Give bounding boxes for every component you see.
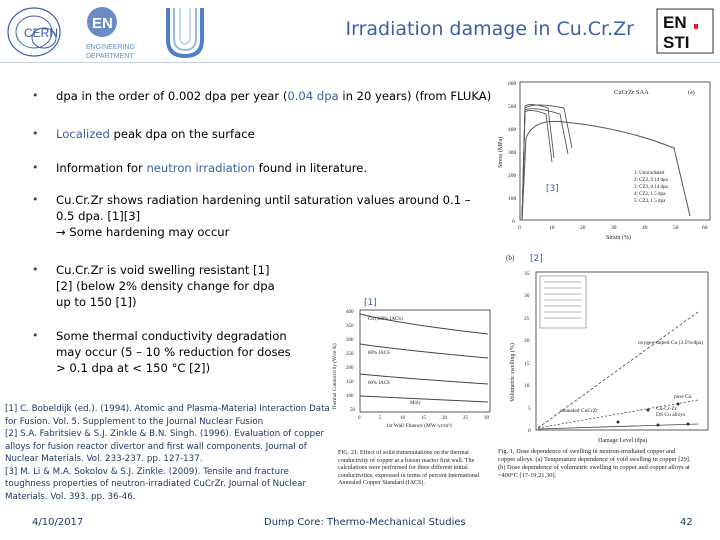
svg-text:300: 300 [508,150,517,156]
svg-text:0: 0 [528,428,531,434]
svg-text:30: 30 [611,225,617,231]
header-divider [0,62,720,63]
svg-text:20: 20 [580,225,586,231]
svg-text:35: 35 [524,271,530,277]
svg-text:10: 10 [524,383,530,389]
reference-item: [1] C. Bobeldijk (ed.). (1994). Atomic and Plasma-Material Interaction Data for Fusion. Vol. 5. Supplement to the Journal Nuclear Fusion [5,404,330,427]
footer-center-text: Dump Core: Thermo-Mechanical Studies [264,517,466,528]
swelling-figure [498,252,716,524]
swelling-panel-label: (b) [506,254,515,262]
stress-xlabel: Strain (%) [606,235,631,241]
svg-text:500: 500 [508,104,517,110]
ensti-line1: EN [663,13,687,32]
svg-text:5: CZ3, 1.5 dpa: 5: CZ3, 1.5 dpa [634,199,666,204]
bullet-item: • Some thermal conductivity degradation may occur (5 – 10 % reduction for doses > 0.1 dpa at < 150 °C [2]) [32,329,291,375]
conductivity-yticks [346,310,356,413]
swelling-annot-cucrzr2: Cu-Cr-Zr [656,406,677,412]
conductivity-label-moly: Moly [410,401,421,406]
swelling-annot-cucrzr: annealed CuCrZr [560,408,599,414]
svg-text:15: 15 [524,361,530,367]
svg-text:100: 100 [346,394,354,399]
ensti-line2: STI [663,33,690,52]
svg-text:25: 25 [463,416,468,421]
reference-item: [3] M. Li & M.A. Sokolov & S.J. Zinkle. (2009). Tensile and fracture toughness properties of neutron-irradiated CuCrZr. Journal of Nuclear Materials. Vol. 393. pp. 36-46. [5,466,307,502]
bullet-item: • Information for neutron irradiation found in literature. [32,161,368,175]
reference-item: [2] S.A. Fabritsiev & S.J. Zinkle & B.N. Singh. (1996). Evaluation of copper alloys for fusion reactor divertor and first wall components. Journal of Nuclear Materials. Vol. 233-237. pp. 127-137. [5,429,325,464]
thermal-conductivity-figure [330,306,496,524]
svg-text:200: 200 [508,173,517,179]
svg-text:350: 350 [346,324,354,329]
svg-text:CERN: CERN [24,26,59,40]
swelling-ylabel: Volumetric swelling (%) [510,343,516,402]
svg-text:30: 30 [524,293,530,299]
svg-text:250: 250 [346,352,354,357]
svg-text:600: 600 [508,81,517,87]
conductivity-xticks [358,416,490,421]
en-logo-sub1: ENGINEERING [86,44,136,51]
svg-text:0: 0 [358,416,361,421]
swelling-yticks [524,271,531,434]
svg-text:2: CZ2, 0.14 dpa: 2: CZ2, 0.14 dpa [634,178,668,183]
svg-text:25: 25 [524,316,530,322]
svg-text:4: CZ2, 1.5 dpa: 4: CZ2, 1.5 dpa [634,192,666,197]
svg-text:400: 400 [508,127,517,133]
bullet-item: • dpa in the order of 0.002 dpa per year (0.04 dpa in 20 years) (from FLUKA) [32,89,492,103]
en-logo-text: EN [92,15,113,32]
stress-legend [634,171,669,204]
stress-panel-label: (a) [688,90,695,96]
stress-yticks [508,81,517,225]
svg-text:100: 100 [508,196,517,202]
svg-text:5: 5 [379,416,382,421]
svg-text:10: 10 [549,225,555,231]
slide-title: Irradiation damage in Cu.Cr.Zr [345,18,634,40]
university-logo [158,4,212,64]
svg-text:5: 5 [528,406,531,412]
swelling-annot-dscu: DS Cu alloys [656,412,686,418]
bullet-dot: • [32,193,39,206]
conductivity-label-60: 60% IACS [368,381,390,386]
en-department-logo [84,4,144,64]
conductivity-label-cu: Cu (100% IACS) [368,317,403,322]
svg-text:0: 0 [512,219,515,225]
swelling-annot-purecu: pure Cu [674,394,692,400]
svg-text:40: 40 [642,225,648,231]
svg-text:1: Unirradiated: 1: Unirradiated [634,171,665,176]
svg-text:50: 50 [350,408,355,413]
svg-text:10: 10 [400,416,405,421]
conductivity-caption: FIG. 21. Effect of solid transmutations on the thermal conductivity of copper at a fusion reactor first wall. The calculations were performed for three different initial conductivities, expressed in terms of percent International Annealed Copper Standard (IACS). [338,450,480,487]
svg-text:20: 20 [442,416,447,421]
reference-list [5,403,330,503]
stress-strain-figure [494,78,716,246]
svg-text:30: 30 [484,416,489,421]
bullet-item: • Localized peak dpa on the surface [32,127,255,141]
svg-text:60: 60 [702,225,708,231]
swelling-ref-label: [2] [530,254,543,264]
footer-page-number: 42 [680,517,693,528]
swelling-annot-oxygen: oxygen-doped Cu (3.5%/dpa) [638,340,704,346]
bullet-dot: • [32,161,39,174]
stress-xticks [518,225,708,231]
conductivity-ylabel: Thermal Conductivity (W/m·K) [332,343,338,410]
swelling-xlabel: Damage Level (dpa) [598,438,648,444]
en-logo-sub2: DEPARTMENT [86,53,134,60]
footer-date: 4/10/2017 [32,517,84,528]
bullet-dot: • [32,89,39,102]
bullet-dot: • [32,329,39,342]
svg-text:0: 0 [518,225,521,231]
stress-fig-title: CuCrZr SAA [614,89,649,96]
bullet-item: • Cu.Cr.Zr shows radiation hardening until saturation values around 0.1 – 0.5 dpa. [1][3] → Some hardening may occur [32,193,471,239]
en-sti-logo [656,8,714,54]
bullet-item: • Cu.Cr.Zr is void swelling resistant [1][2] (below 2% density change for dpa up to 150 [1]) [32,263,275,309]
stress-ylabel: Stress (MPa) [498,136,504,168]
conductivity-label-80: 80% IACS [368,351,390,356]
svg-text:50: 50 [673,225,679,231]
svg-text:15: 15 [421,416,426,421]
svg-text:3: CZ3, 0.14 dpa: 3: CZ3, 0.14 dpa [634,185,668,190]
bullet-dot: • [32,263,39,276]
svg-text:200: 200 [346,366,354,371]
svg-text:400: 400 [346,310,354,315]
bullet-dot: • [32,127,39,140]
conductivity-ref-label: [1] [364,298,377,308]
swelling-caption: Fig. 1. Dose dependence of swelling in neutron-irradiated copper and copper alloys. (a) Temperature dependence of void swelling in copper [29]. (b) Dose dependence of volumetric swelling in copper and copper alloys at ~400°C [17-19,21,30]. [498,448,691,479]
cern-logo [4,4,68,60]
conductivity-xlabel: 1st Wall Fluence (MW·yr/m²) [386,423,452,429]
svg-text:20: 20 [524,338,530,344]
stress-ref-label: [3] [546,184,559,194]
svg-text:150: 150 [346,380,354,385]
svg-text:300: 300 [346,338,354,343]
